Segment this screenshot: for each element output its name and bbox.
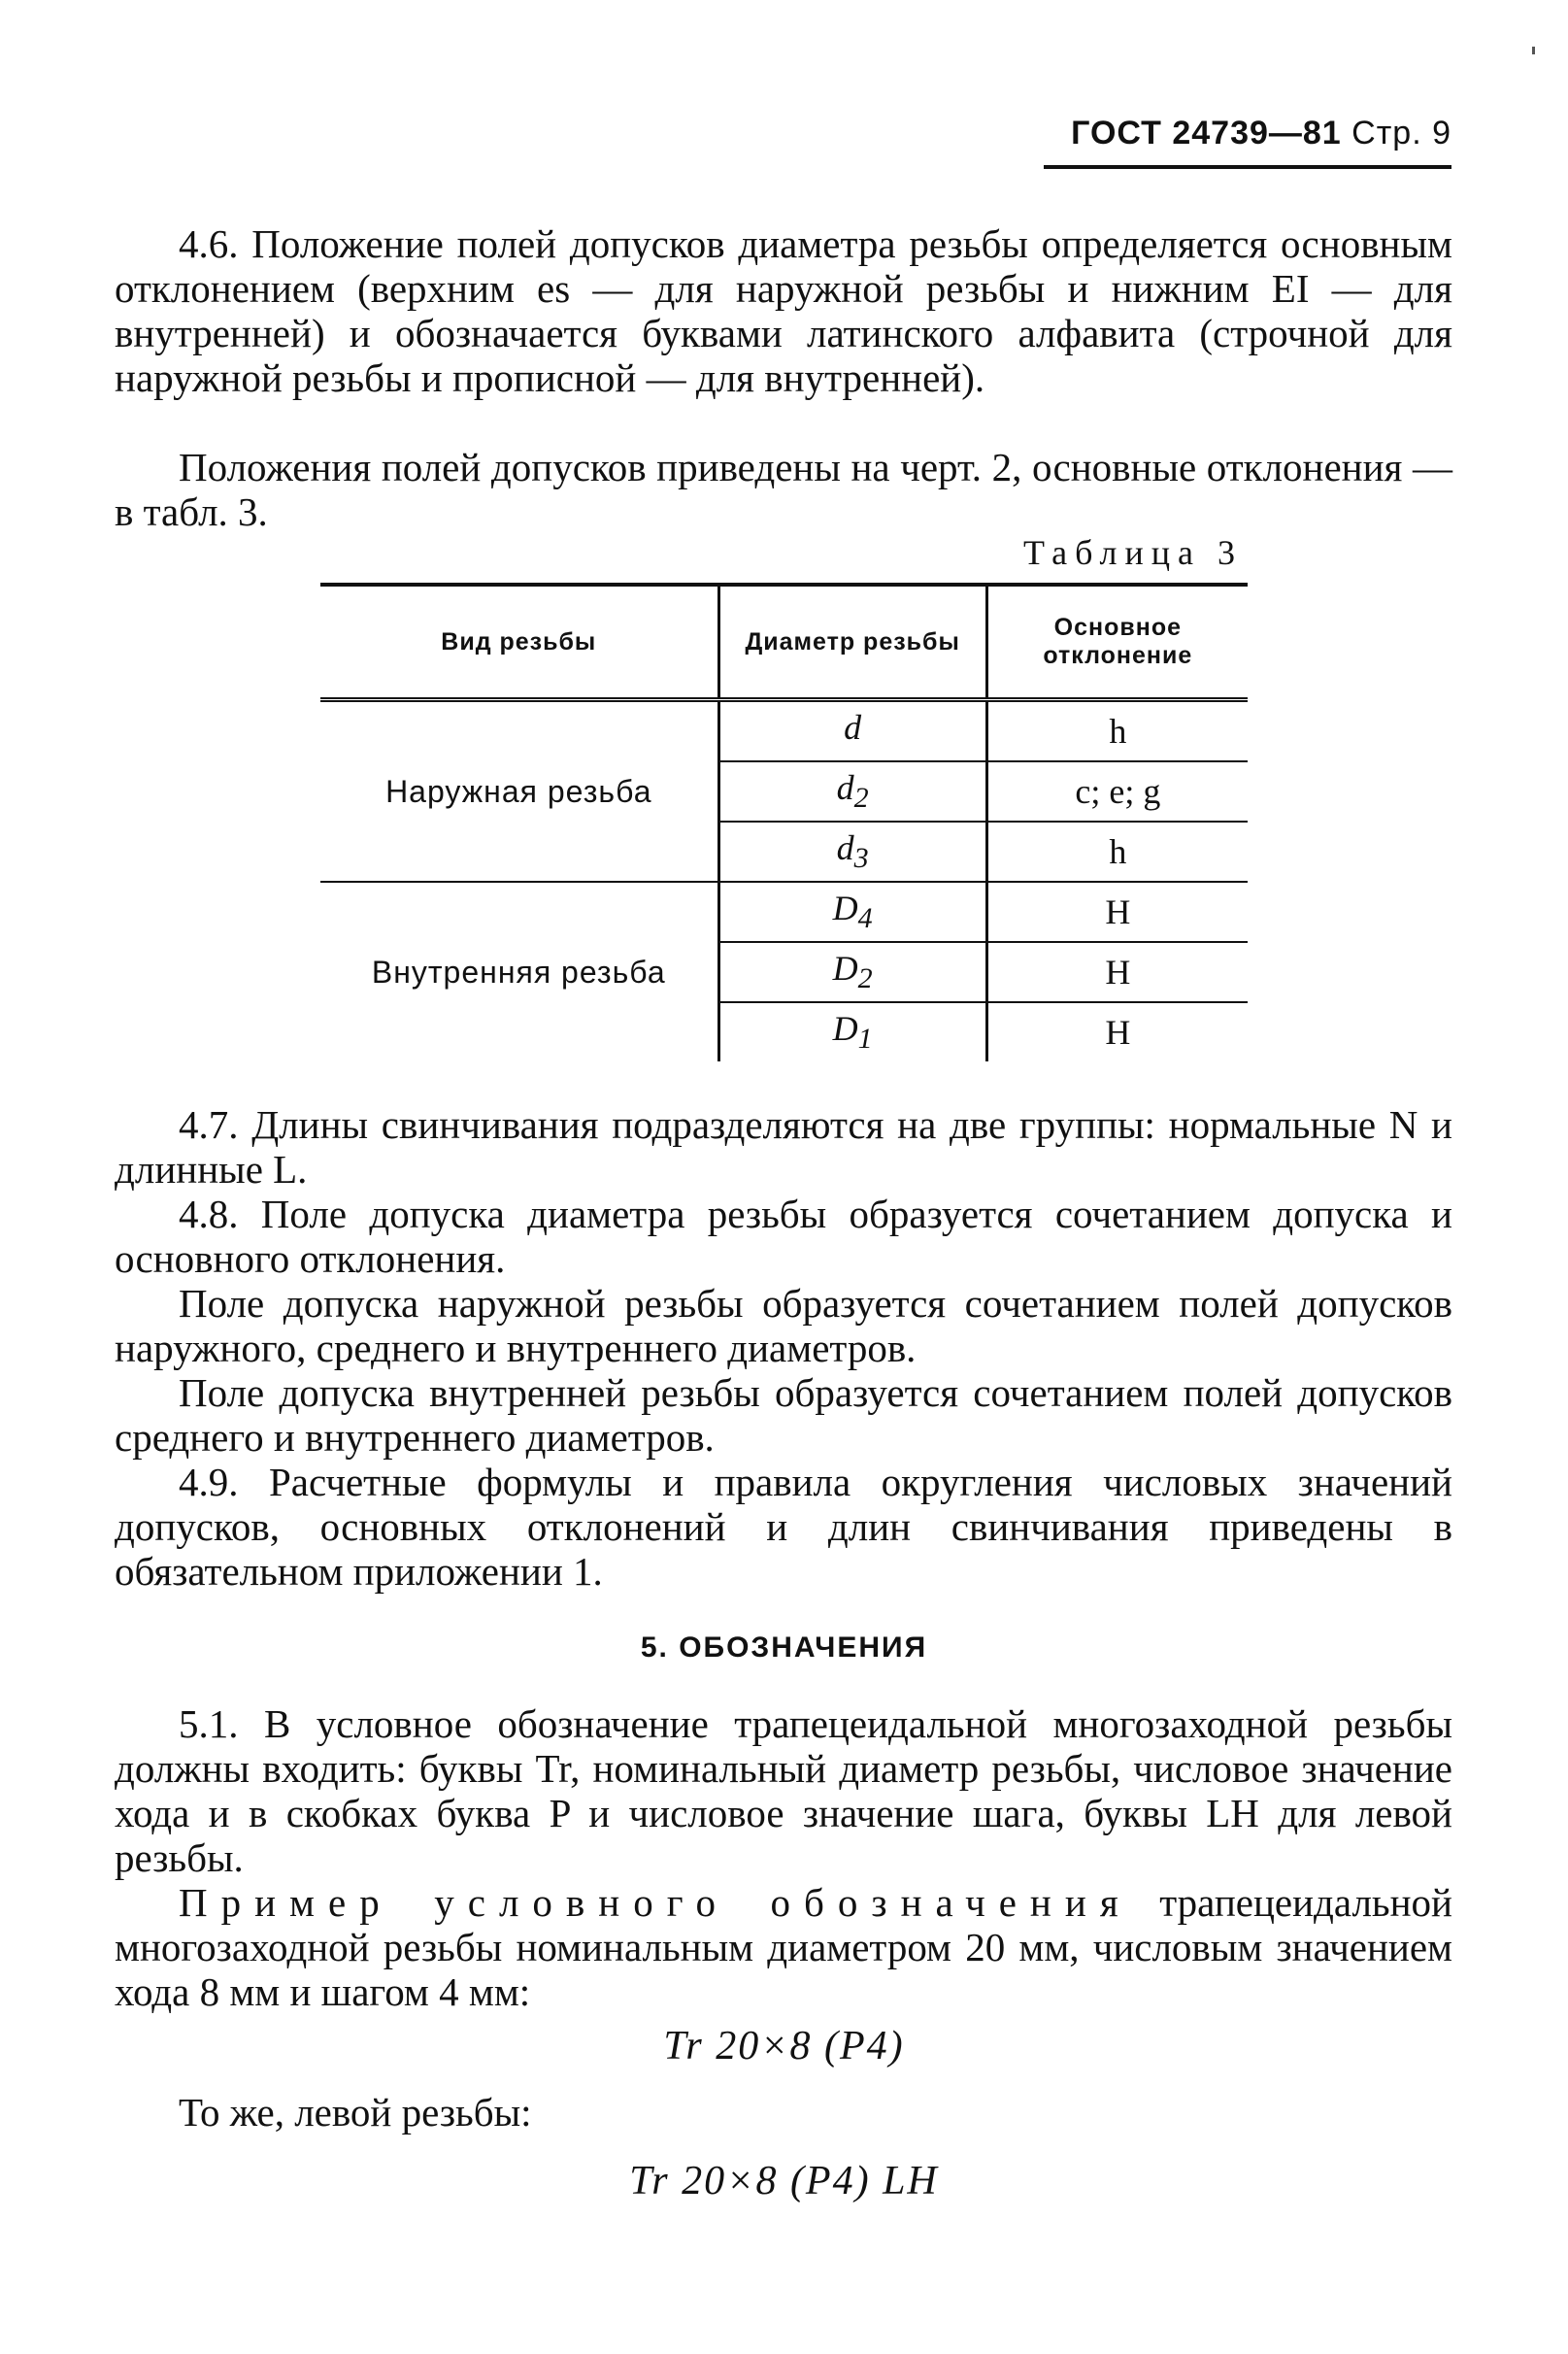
paragraph-external-tolerance: Поле допуска наружной резьбы образуется сочетанием полей допусков наружного, среднего и внутреннего диаметров. <box>115 1281 1452 1370</box>
table-3 <box>320 583 1248 1061</box>
paragraph-4-7: 4.7. Длины свинчивания подразделяются на две группы: нормальные N и длинные L. <box>115 1102 1452 1192</box>
cell-diameter: $D_4$ <box>718 882 986 942</box>
cell-deviation: h <box>986 822 1248 882</box>
example-lead: Пример условного обозначения <box>179 1880 1132 1925</box>
page-header <box>1044 115 1451 152</box>
formula-right-thread: Tr 20×8 (P4) <box>663 2024 905 2068</box>
cell-diameter: $d_2$ <box>718 761 986 822</box>
example-rest: трапецеидальной многозаходной резьбы номинальным диаметром 20 мм, числовым значением хода 8 мм и шагом 4 мм: <box>115 1880 1452 2014</box>
margin-mark <box>1532 47 1535 54</box>
cell-diameter: $d_3$ <box>718 822 986 882</box>
paragraph-4-9: 4.9. Расчетные формулы и правила округления числовых значений допусков, основных отклонений и длин свинчивания приведены в обязательном приложении 1. <box>115 1460 1452 1594</box>
paragraph-4-8: 4.8. Поле допуска диаметра резьбы образуется сочетанием допуска и основного отклонения. <box>115 1192 1452 1281</box>
paragraph-5-1: 5.1. В условное обозначение трапецеидальной многозаходной резьбы должны входить: буквы Tr, номинальный диаметр резьбы, числовое значение хода и в скобках буква P и числовое значение шага, буквы LH для левой резьбы. <box>115 1701 1452 1880</box>
header-deviation: Основное отклонение <box>986 585 1248 700</box>
left-thread-label: То же, левой резьбы: <box>179 2090 532 2135</box>
cell-deviation: H <box>986 1002 1248 1061</box>
section-title: 5. ОБОЗНАЧЕНИЯ <box>640 1631 928 1664</box>
cell-deviation: h <box>986 700 1248 762</box>
doc-number: ГОСТ 24739—81 <box>1071 115 1342 151</box>
cell-deviation: c; e; g <box>986 761 1248 822</box>
cell-deviation: H <box>986 882 1248 942</box>
group-label-external: Наружная резьба <box>320 700 718 883</box>
paragraph-4-6: 4.6. Положение полей допусков диаметра резьбы определяется основным отклонением (верхним es — для наружной резьбы и нижним EI — для внутренней) и обозначается буквами латинского алфавита (строчной для наружной резьбы и прописной — для внутренней). <box>115 221 1452 400</box>
formula-left-thread: Tr 20×8 (P4) LH <box>629 2159 939 2203</box>
paragraph-tolerance-positions: Положения полей допусков приведены на черт. 2, основные отклонения — в табл. 3. <box>115 445 1452 534</box>
paragraph-internal-tolerance: Поле допуска внутренней резьбы образуется сочетанием полей допусков среднего и внутреннего диаметров. <box>115 1370 1452 1460</box>
group-label-internal: Внутренняя резьба <box>371 954 666 990</box>
paragraph-example <box>115 1880 1452 2014</box>
header-diameter: Диаметр резьбы <box>718 585 986 700</box>
table-title: Таблица 3 <box>1023 533 1243 572</box>
header-thread-type: Вид резьбы <box>320 585 718 700</box>
header-rule <box>1044 165 1451 169</box>
page-number: Стр. 9 <box>1351 115 1451 151</box>
cell-diameter: $D_2$ <box>718 942 986 1002</box>
cell-deviation: H <box>986 942 1248 1002</box>
cell-diameter: d <box>718 700 986 762</box>
cell-diameter: $D_1$ <box>718 1002 986 1061</box>
